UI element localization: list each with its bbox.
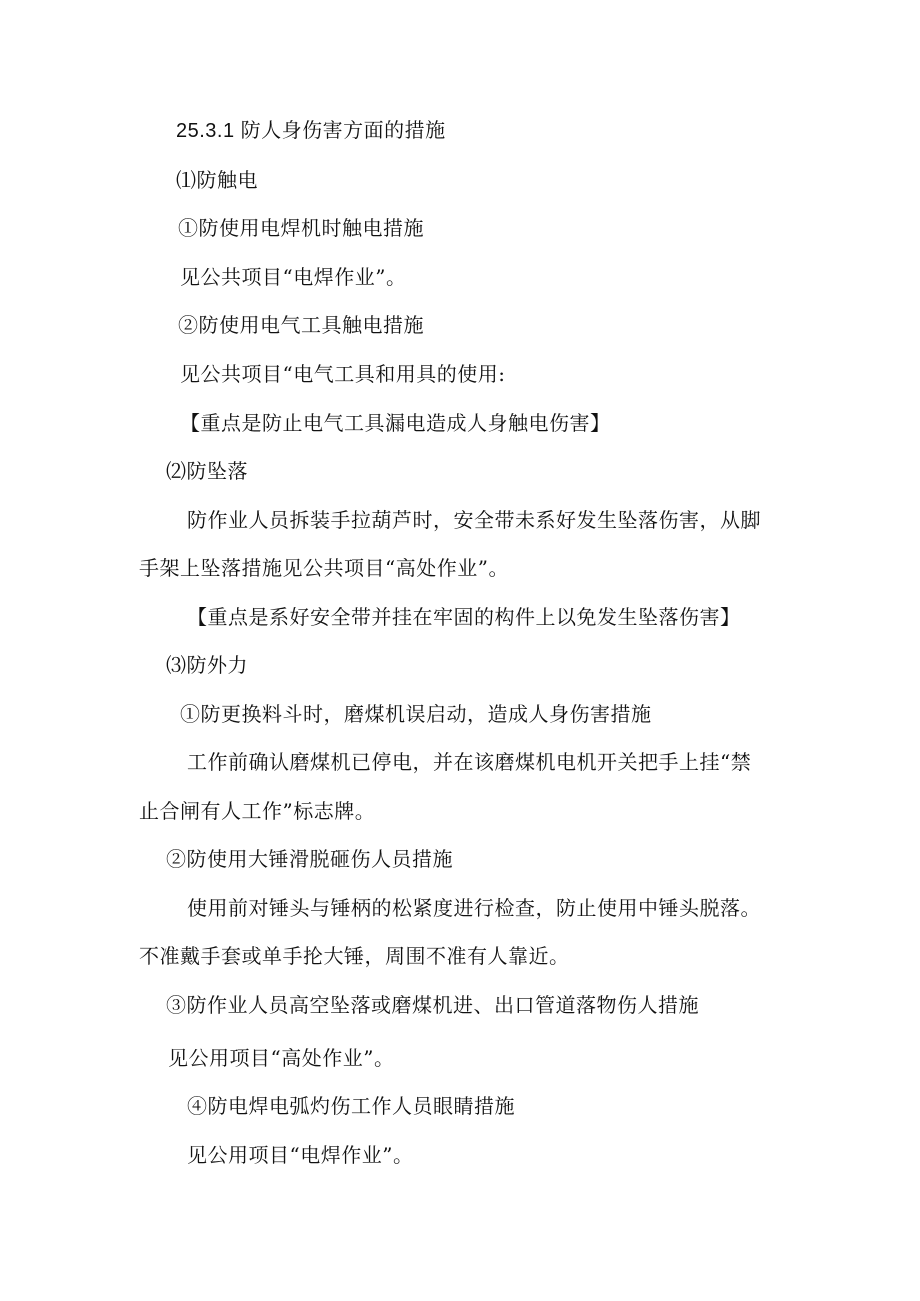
key-point-note: 【重点是防止电气工具漏电造成人身触电伤害】 (180, 411, 611, 435)
item-text: 见公用项目“高处作业”。 (168, 1046, 395, 1070)
item-welding-shock: ①防使用电焊机时触电措施 (178, 216, 424, 240)
key-point-note: 【重点是系好安全带并挂在牢固的构件上以免发生坠落伤害】 (187, 605, 741, 629)
paragraph-text: 止合闸有人工作”标志牌。 (139, 799, 376, 823)
item-arc-burn: ④防电焊电弧灼伤工作人员眼睛措施 (187, 1094, 515, 1118)
paragraph-text: 防作业人员拆装手拉葫芦时，安全带未系好发生坠落伤害，从脚 (187, 508, 761, 532)
item-text: 见公共项目“电焊作业”。 (180, 265, 407, 289)
paragraph-text: 使用前对锤头与锤柄的松紧度进行检查，防止使用中锤头脱落。 (187, 896, 761, 920)
item-tool-shock: ②防使用电气工具触电措施 (178, 313, 424, 337)
subsection-fall: ⑵防坠落 (166, 459, 248, 483)
item-falling-objects: ③防作业人员高空坠落或磨煤机进、出口管道落物伤人措施 (166, 993, 699, 1017)
paragraph-text: 手架上坠落措施见公共项目“高处作业”。 (139, 556, 509, 580)
item-text: 见公用项目“电焊作业”。 (187, 1143, 414, 1167)
item-sledgehammer: ②防使用大锤滑脱砸伤人员措施 (166, 847, 453, 871)
paragraph-text: 不准戴手套或单手抡大锤，周围不准有人靠近。 (139, 944, 570, 968)
subsection-external-force: ⑶防外力 (166, 653, 248, 677)
item-hopper: ①防更换料斗时，磨煤机误启动，造成人身伤害措施 (180, 702, 652, 726)
paragraph-text: 工作前确认磨煤机已停电，并在该磨煤机电机开关把手上挂“禁 (187, 750, 752, 774)
subsection-electric-shock: ⑴防触电 (176, 168, 258, 192)
item-text: 见公共项目“电气工具和用具的使用: (180, 362, 506, 386)
section-heading: 25.3.1 防人身伤害方面的措施 (176, 120, 446, 142)
